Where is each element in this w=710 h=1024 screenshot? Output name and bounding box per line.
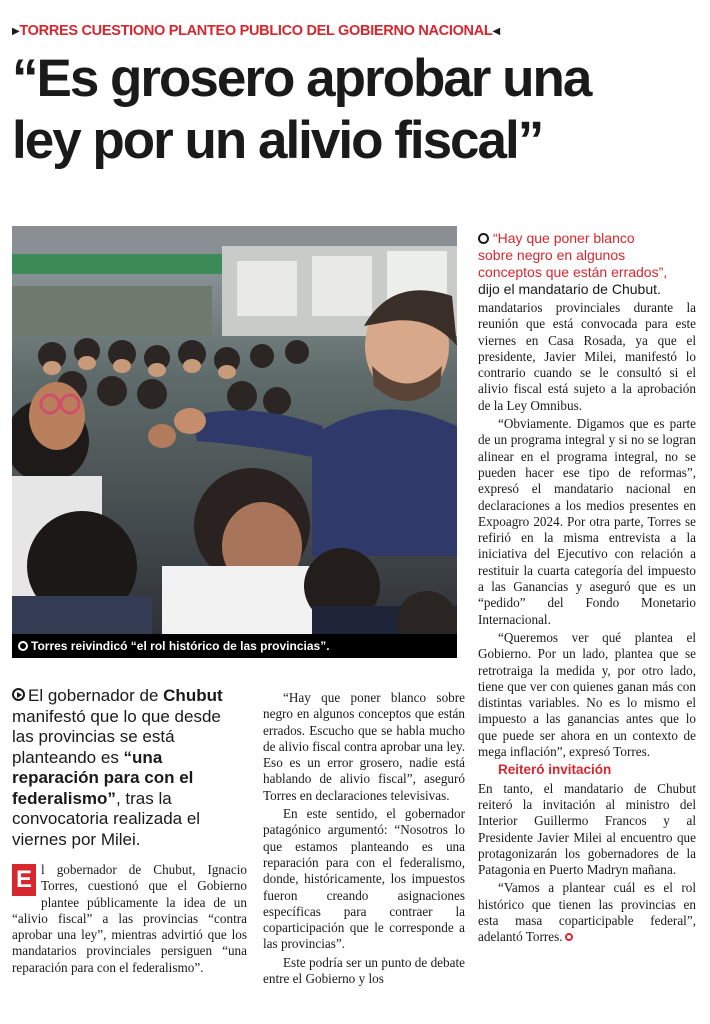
lead-summary [12,686,232,850]
paragraph: “Queremos ver qué plantea el Gobierno. Por un lado, plantea que se retrotraiga la medida y, por otro lado, tiene que ver con quienes ganan más con distintas variables. No es lo mismo el impuesto a las ganancias antes que lo que puede ser ahora en un contexto de mega inflación”, expresó Torres. [478,629,696,760]
end-mark-icon [565,933,573,941]
paragraph: l gobernador de Chubut, Ignacio Torres, cuestionó que el Gobierno plantee públicamente la idea de un “alivio fiscal” a las provincias “contra aprobar una ley”, mientras advirtió que los mandatarios provinciales persiguen “una reparación para con el federalismo”. [12,862,247,975]
caption-bullet-icon [18,641,28,651]
article-column-1 [12,862,247,978]
pull-quote-line-4: dijo el mandatario de Chubut. [478,281,661,297]
news-photo [12,226,457,658]
kicker-text: TORRES CUESTIONO PLANTEO PUBLICO DEL GOBIERNO NACIONAL [19,23,493,39]
paragraph: “Vamos a plantear cuál es el rol histórico que tienen las provincias en esta masa coparticipable federal”, adelantó Torres. [478,880,696,945]
paragraph: En tanto, el mandatario de Chubut reiteró la invitación al ministro del Interior Guillermo Francos y al Presidente Javier Milei al encuentro que protagonizarán los gobernadores de la Patagonia en Puerto Madryn mañana. [478,780,696,878]
article-column-3 [478,300,696,948]
crowd-illustration [12,226,457,658]
lead-bold-2: “una reparación para con el federalismo” [12,747,194,808]
triangle-left-icon: ◀ [492,26,500,37]
play-bullet-icon [12,688,25,701]
lead-text-2: manifestó que lo que desde las provincias se está planteando es [12,706,221,767]
pull-quote-icon [478,233,489,244]
caption-text: Torres reivindicó “el rol histórico de las provincias”. [31,639,330,653]
pull-quote-line-3: conceptos que están errados”, [478,264,668,280]
triangle-right-icon: ▶ [12,26,20,37]
pull-quote-line-1: “Hay que poner blanco [493,230,635,246]
lead-text-1: El gobernador de [28,686,164,705]
section-subhead: Reiteró invitación [498,762,612,778]
paragraph: En este sentido, el gobernador patagónico argumentó: “Nosotros lo que estamos planteando es una reparación para con el federalismo, donde, históricamente, los impuestos fueron creando asignaciones específicas para contraer la coparticipación que le corresponde a las provincias”. [263,806,465,952]
headline-line-1: “Es grosero aprobar una [12,49,591,108]
headline-line-2: ley por un alivio fiscal” [12,111,543,170]
paragraph: mandatarios provinciales durante la reunión que está convocada para este viernes en Casa Rosada, ya que el presidente, Javier Milei, manifestó lo contrario cuando se le consultó si el alivio fiscal está sujeto a la aprobación de la Ley Omnibus. [478,300,696,413]
lead-text-3: , tras la convocatoria realizada el viernes por Milei. [12,788,201,849]
paragraph: Este podría ser un punto de debate entre el Gobierno y los [263,954,465,987]
photo-caption [12,634,457,658]
paragraph: “Hay que poner blanco sobre negro en algunos conceptos que están errados. Escucho que se habla mucho de alivio fiscal contra aprobar una ley. Eso es un error grosero, nadie está hablando de alivio fiscal”, aseguró Torres en declaraciones televisivas. [263,690,465,803]
lead-bold-1: Chubut [163,686,223,705]
kicker [12,20,702,42]
pull-quote [478,230,698,298]
paragraph: “Obviamente. Digamos que es parte de un programa integral y si no se logran alinear en el programa integral, no se pueden hacer ese tipo de reformas”, expresó el mandatario nacional en declaraciones a los medios presentes en Expoagro 2024. Por otra parte, Torres se refirió en la misma entrevista a la iniciativa del Ejecutivo con relación a restituir la cuarta categoría del impuesto a las Ganancias y aseguró que es un “pedido” del Fondo Monetario Internacional. [478,416,696,627]
pull-quote-line-2: sobre negro en algunos [478,247,626,263]
article-column-2 [263,690,465,989]
drop-cap: E [12,864,36,896]
headline [12,48,702,172]
